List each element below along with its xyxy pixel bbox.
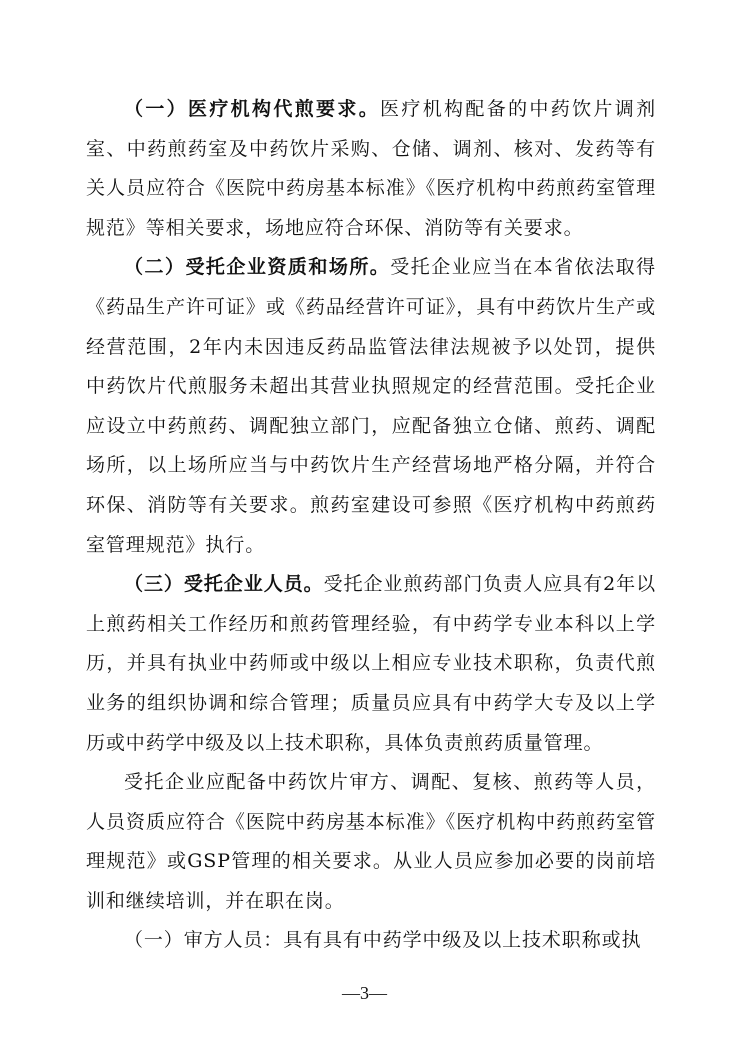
paragraph-heading: （一）医疗机构代煎要求。 [124,98,381,120]
paragraph-heading: （三）受托企业人员。 [124,573,324,596]
document-body [86,90,656,961]
paragraph-prescription-reviewer [86,921,656,961]
paragraph-text: 受托企业应当在本省依法取得《药品生产许可证》或《药品经营许可证》，具有中药饮片生产或经营范围，2年内未因违反药品监管法律法规被予以处罚，提供中药饮片代煎服务未超出其营业执照规定的经营范围。受托企业应设立中药煎药、调配独立部门，应配备独立仓储、煎药、调配场所，以上场所应当与中药饮片生产经营场地严格分隔，并符合环保、消防等有关要求。煎药室建设可参照《医疗机构中药煎药室管理规范》执行。 [86,256,657,556]
paragraph-text: 医疗机构配备的中药饮片调剂室、中药煎药室及中药饮片采购、仓储、调剂、核对、发药等有关人员应符合《医院中药房基本标准》《医疗机构中药煎药室管理规范》等相关要求，场地应符合环保、消防等有关要求。 [86,98,656,239]
paragraph-entrusted-enterprise-personnel [86,565,656,763]
paragraph-medical-institution-requirements [86,90,656,248]
paragraph-staffing-requirements [86,763,656,921]
page-number: —3— [342,983,387,1003]
paragraph-entrusted-enterprise-qualification [86,248,656,565]
paragraph-text: 受托企业应配备中药饮片审方、调配、复核、煎药等人员，人员资质应符合《医院中药房基本标准》《医疗机构中药煎药室管理规范》或GSP管理的相关要求。从业人员应参加必要的岗前培训和继续培训，并在职在岗。 [86,771,656,912]
paragraph-heading: （二）受托企业资质和场所。 [124,256,391,279]
paragraph-text: 受托企业煎药部门负责人应具有2年以上煎药相关工作经历和煎药管理经验，有中药学专业本科以上学历，并具有执业中药师或中级以上相应专业技术职称，负责代煎业务的组织协调和综合管理；质量员应具有中药学大专及以上学历或中药学中级及以上技术职称，具体负责煎药质量管理。 [86,573,656,754]
paragraph-text: （一）审方人员：具有具有中药学中级及以上技术职称或执 [124,929,642,952]
